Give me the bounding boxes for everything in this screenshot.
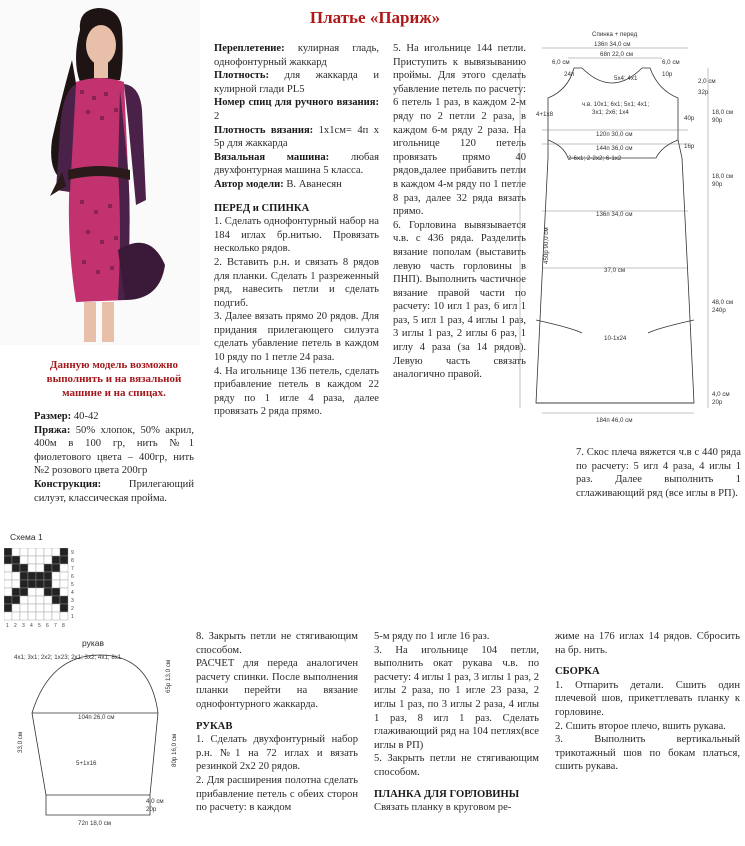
scheme-cell [28, 580, 36, 588]
scheme-cell [12, 564, 20, 572]
scheme-cell [4, 588, 12, 596]
step-4: 4. На игольнице 136 петель, сделать прибавление петель в каждом 22 ряду по 1 игле 4 раза, далее провязать 2 ряда прямо. [214, 365, 379, 418]
scheme-col-label: 1 [6, 623, 9, 629]
scheme-cell [12, 588, 20, 596]
scheme-cell [60, 556, 68, 564]
scheme-col-label: 7 [54, 623, 57, 629]
scheme-cell [12, 572, 20, 580]
scheme-cell [44, 596, 52, 604]
scheme-col-label: 6 [46, 623, 49, 629]
pattern-s6a: 6,0 см [552, 59, 570, 66]
size-val: 40-42 [71, 411, 99, 422]
neck-band-heading: ПЛАНКА ДЛЯ ГОРЛОВИНЫ [374, 788, 520, 800]
scheme-cell [20, 580, 28, 588]
pattern-h40: 40р [684, 115, 695, 122]
scheme-cell [4, 572, 12, 580]
pattern-w120: 120п 30,0 см [596, 131, 633, 138]
pattern-h90: 90р [712, 117, 723, 124]
scheme-cell [52, 556, 60, 564]
pattern-w184: 184п 46,0 см [596, 417, 633, 424]
size-key: Размер: [34, 411, 72, 422]
scheme-cell [28, 556, 36, 564]
dress-pattern-diagram [512, 28, 744, 433]
scheme-cell [44, 588, 52, 596]
scheme-cell [36, 604, 44, 612]
pattern-w144: 144п 36,0 см [596, 145, 633, 152]
bottom-column-2 [374, 630, 539, 815]
scheme-row-label: 5 [71, 582, 74, 588]
spec-val-4: любая двухфонтурная машина 5 класса. [214, 151, 379, 177]
scheme-cell [12, 548, 20, 556]
scheme-cell [4, 548, 12, 556]
scheme-cell [60, 580, 68, 588]
yarn-key: Пряжа: [34, 424, 71, 436]
yarn-val: 50% хлопок, 50% акрил, 400м в 100 гр, нить №1 фиолетового цвета – 400гр, нить №2 розового цвета 200гр [34, 424, 194, 477]
scheme-cell [20, 596, 28, 604]
scheme-row-label: 6 [71, 574, 74, 580]
sleeve-label: рукав [82, 638, 105, 648]
scheme-cell [28, 548, 36, 556]
scheme-cell [20, 612, 28, 620]
pattern-neck1: ч.в. 10х1; 6х1; 5х1; 4х1; [582, 101, 650, 108]
scheme-cell [36, 548, 44, 556]
scheme-cell [60, 548, 68, 556]
sleeve-heading: РУКАВ [196, 720, 233, 732]
sleeve-step-3: 3. На игольнице 104 петли, выполнить окат рукава ч.в. по расчету: 4 иглы 1 раз, 3 иглы 1 раз, 2 иглы 2 раза, по 1 игле 23 раза, 2 иглы 1 раз, по 3 иглы 2 раза, 4 иглы 1 раз, 8 игл 1 раз. Сделать глаживающий ряд на 104 петлях(все иглы в РП) [374, 644, 539, 751]
step-7: 7. Скос плеча вяжется ч.в с 440 ряда по расчету: 5 игл 4 раза, 4 иглы 1 раз. Далее выполнить 1 сглаживающий ряд (все иглы в РП). [576, 447, 741, 499]
scheme-cell [12, 596, 20, 604]
scheme-cell [60, 612, 68, 620]
scheme-label: Схема 1 [10, 532, 43, 542]
scheme-cell [4, 556, 12, 564]
scheme-cell [36, 580, 44, 588]
scheme-cell [60, 564, 68, 572]
scheme-cell [44, 548, 52, 556]
scheme-cell [52, 548, 60, 556]
assembly-step-2: 2. Сшить второе плечо, вшить рукава. [555, 720, 726, 732]
page-title: Платье «Париж» [309, 8, 441, 27]
scheme-cell [52, 564, 60, 572]
spec-val-3: 1х1см= 4п х 5р для жаккарда [214, 124, 380, 150]
spec-key-0: Переплетение: [214, 43, 285, 54]
spec-key-1: Плотность: [214, 70, 269, 82]
scheme-cell [20, 556, 28, 564]
scheme-cell [28, 604, 36, 612]
scheme-cell [4, 564, 12, 572]
scheme-cell [44, 564, 52, 572]
materials [34, 410, 194, 505]
scheme-row-label: 2 [71, 606, 74, 612]
pattern-w136b: 136п 34,0 см [596, 211, 633, 218]
pattern-h48: 48,0 см [712, 299, 734, 306]
step-6: 6. Горловина вывязывается ч.в. с 436 ряда. Разделить вязание пополам (выставить левую часть горловины в ПНП). Выполнить частичное вязание правой части по расчету: 10 игл 1 раз, 6 игл 1 раз, 5 игл 1 раз, 4 иглы 1 раз, 3 иглы 1 раз, 2 иглы 6 раз, 1 иглу 4 раза (за 14 рядов). Левую часть связать аналогично правой. [393, 219, 526, 381]
scheme-row-label: 8 [71, 558, 74, 564]
pattern-s4x1: 4+1х8 [536, 111, 554, 118]
scheme-cell [12, 604, 20, 612]
scheme-cell [12, 612, 20, 620]
scheme-col-label: 5 [38, 623, 41, 629]
scheme-cell [20, 548, 28, 556]
scheme-cell [28, 564, 36, 572]
sleeve-diagram [0, 645, 190, 845]
construction-val: Прилегающий силуэт, классическая пройма. [34, 478, 194, 504]
spec-val-0: кулирная гладь, однофонтурный жаккард [214, 43, 379, 68]
scheme-cell [44, 580, 52, 588]
scheme-cell [28, 572, 36, 580]
step-5: 5. На игольнице 144 петли. Приступить к вывязыванию проймы. Для этого сделать убавление петель по расчету: 6 петель 1 раз, в каждом 2-м ряду по 2 петли 2 раза, в каждом 6-м ряду 2 раза. На игольнице 120 петель провязать прямо 40 рядов,далее прибавить петли в каждом 4-м ряду по 1 петле 8 раз, далее 32 ряда вязать прямо. [393, 43, 526, 218]
scheme-row-label: 9 [71, 550, 74, 556]
pattern-s20: 2,0 см [698, 78, 716, 85]
pattern-v450: 450р 90,0 см [543, 227, 550, 264]
scheme-cell [36, 588, 44, 596]
scheme-cell [4, 612, 12, 620]
sleeve-inc: 5+1х16 [76, 760, 97, 767]
pattern-h90b: 90р [712, 181, 723, 188]
spec-key-5: Автор модели: [214, 178, 284, 190]
model-illustration [0, 0, 200, 345]
scheme-row-label: 7 [71, 566, 74, 572]
scheme-cell [28, 588, 36, 596]
scheme-cell [4, 604, 12, 612]
pattern-s10: 10р [662, 71, 673, 78]
assembly-heading: СБОРКА [555, 666, 600, 678]
scheme-cell [44, 612, 52, 620]
spec-key-3: Плотность вязания: [214, 124, 314, 136]
scheme-cell [60, 596, 68, 604]
neck-band-cont: жиме на 176 иглах 14 рядов. Сбросить на бр. нить. [555, 631, 740, 656]
intro-block [34, 358, 194, 505]
spec-key-4: Вязальная машина: [214, 151, 330, 163]
pattern-s5x4: 5х4; 4х1 [614, 75, 638, 82]
scheme-cell [52, 612, 60, 620]
bottom-column-1 [196, 630, 358, 815]
construction-key: Конструкция: [34, 478, 102, 490]
scheme-cell [20, 604, 28, 612]
scheme-col-label: 8 [62, 623, 65, 629]
scheme-cell [52, 604, 60, 612]
scheme-cell [44, 556, 52, 564]
scheme-cell [20, 564, 28, 572]
intro-text: Данную модель возможно выполнить и на вязальной машине и на спицах. [46, 359, 182, 399]
scheme-cell [28, 612, 36, 620]
spec-val-1: для жаккарда и кулирной глади PL5 [214, 70, 379, 95]
scheme-chart [4, 548, 84, 638]
pattern-i10: 10-1х24 [604, 335, 627, 342]
scheme-cell [52, 596, 60, 604]
neck-band-text: Связать планку в круговом ре- [374, 802, 512, 814]
pattern-h16: 16р [684, 143, 695, 150]
scheme-cell [44, 572, 52, 580]
assembly-step-3: 3. Выполнить вертикальный трикотажный шов по бокам платься, сшить рукава. [555, 734, 740, 773]
step-1: 1. Сделать однофонтурный набор на 184 иглах бр.нитью. Провязать несколько рядов. [214, 216, 379, 255]
sleeve-h4: 4,0 см [146, 798, 164, 805]
scheme-cell [60, 604, 68, 612]
scheme-row-label: 4 [71, 590, 74, 596]
sleeve-v33: 33,0 см [17, 731, 24, 753]
pattern-h32: 32р [698, 89, 709, 96]
pattern-h18a: 18,0 см [712, 109, 734, 116]
spec-val-5: В. Аванесян [283, 178, 342, 190]
scheme-cell [4, 596, 12, 604]
scheme-col-label: 2 [14, 623, 17, 629]
scheme-cell [20, 588, 28, 596]
scheme-row-label: 3 [71, 598, 74, 604]
sleeve-top: 4х1; 3х1; 2х2; 1х23; 2х1; 3х2; 4х1; 8х1 [14, 654, 122, 661]
bottom-column-3 [555, 630, 740, 774]
scheme-cell [52, 572, 60, 580]
model-photo [0, 0, 200, 345]
pattern-w136: 136п 34,0 см [594, 41, 631, 48]
scheme-cell [36, 572, 44, 580]
front-calc: РАСЧЕТ для переда аналогичен расчету спинки. После выполнения планки перейти на вязание однофонтурного жаккарда. [196, 658, 358, 710]
step-8: 8. Закрыть петли не стягивающим способом. [196, 631, 358, 656]
pattern-dec: 2-6х1; 2-2х2; 6-1х2 [568, 155, 622, 162]
pattern-s6b: 6,0 см [662, 59, 680, 66]
sleeve-w104: 104п 26,0 см [78, 714, 115, 721]
step-3: 3. Далее вязать прямо 20 рядов. Для придания прилегающего силуэта сделать убавление петель в каждом 10 ряду по 1 петле 24 раза. [214, 311, 379, 364]
scheme-cell [36, 556, 44, 564]
scheme-cell [12, 580, 20, 588]
scheme-cell [52, 580, 60, 588]
scheme-cell [44, 604, 52, 612]
pattern-h4a: 4,0 см [712, 391, 730, 398]
pattern-w37: 37,0 см [604, 267, 626, 274]
scheme-cell [12, 556, 20, 564]
sleeve-h65: 65р 13,0 см [165, 659, 172, 693]
spec-val-2: 2 [214, 110, 220, 122]
pattern-h240: 240р [712, 307, 726, 314]
pattern-top-label: Спинка + перед [592, 31, 638, 38]
scheme-cell [36, 612, 44, 620]
scheme-cell [4, 580, 12, 588]
sleeve-step-1: 1. Сделать двухфонтурный набор р.н. №1 на 72 иглах и вязать резинкой 2х2 20 рядов. [196, 734, 358, 773]
assembly-step-1: 1. Отпарить детали. Сшить один плечевой шов, прикеттлевать планку к горловине. [555, 679, 740, 718]
scheme-cell [60, 572, 68, 580]
scheme-cell [60, 588, 68, 596]
scheme-col-label: 3 [22, 623, 25, 629]
step-2: 2. Вставить р.н. и связать 8 рядов для планки. Сделать 1 разреженный ряд, навесить петли и сделать подгиб. [214, 256, 379, 309]
pattern-h20: 20р [712, 399, 723, 406]
column-1 [214, 42, 379, 419]
sleeve-w72: 72п 18,0 см [78, 820, 112, 827]
scheme-cell [20, 572, 28, 580]
scheme-cell [36, 564, 44, 572]
pattern-h18b: 18,0 см [712, 173, 734, 180]
scheme-cell [28, 596, 36, 604]
sleeve-h20: 20р [146, 806, 157, 813]
pattern-neck2: 3х1; 2х6; 1х4 [592, 109, 629, 116]
scheme-cell [52, 588, 60, 596]
sleeve-step-5: 5. Закрыть петли не стягивающим способом. [374, 753, 539, 778]
front-back-heading: ПЕРЕД и СПИНКА [214, 202, 310, 214]
scheme-cell [36, 596, 44, 604]
pattern-n24: 24п [564, 71, 575, 78]
scheme-grid [4, 548, 84, 643]
column-2 [393, 42, 526, 382]
spec-key-2: Номер спиц для ручного вязания: [214, 97, 379, 109]
pattern-w68: 68п 22,0 см [600, 51, 634, 58]
sleeve-step-2-cont: 5-м ряду по 1 игле 16 раз. [374, 631, 490, 642]
sleeve-h80: 80р 16,0 см [171, 733, 178, 767]
sleeve-step-2: 2. Для расширения полотна сделать прибавление петель с обеих сторон по расчету: в каждом [196, 774, 358, 814]
scheme-col-label: 4 [30, 623, 33, 629]
scheme-row-label: 1 [71, 614, 74, 620]
